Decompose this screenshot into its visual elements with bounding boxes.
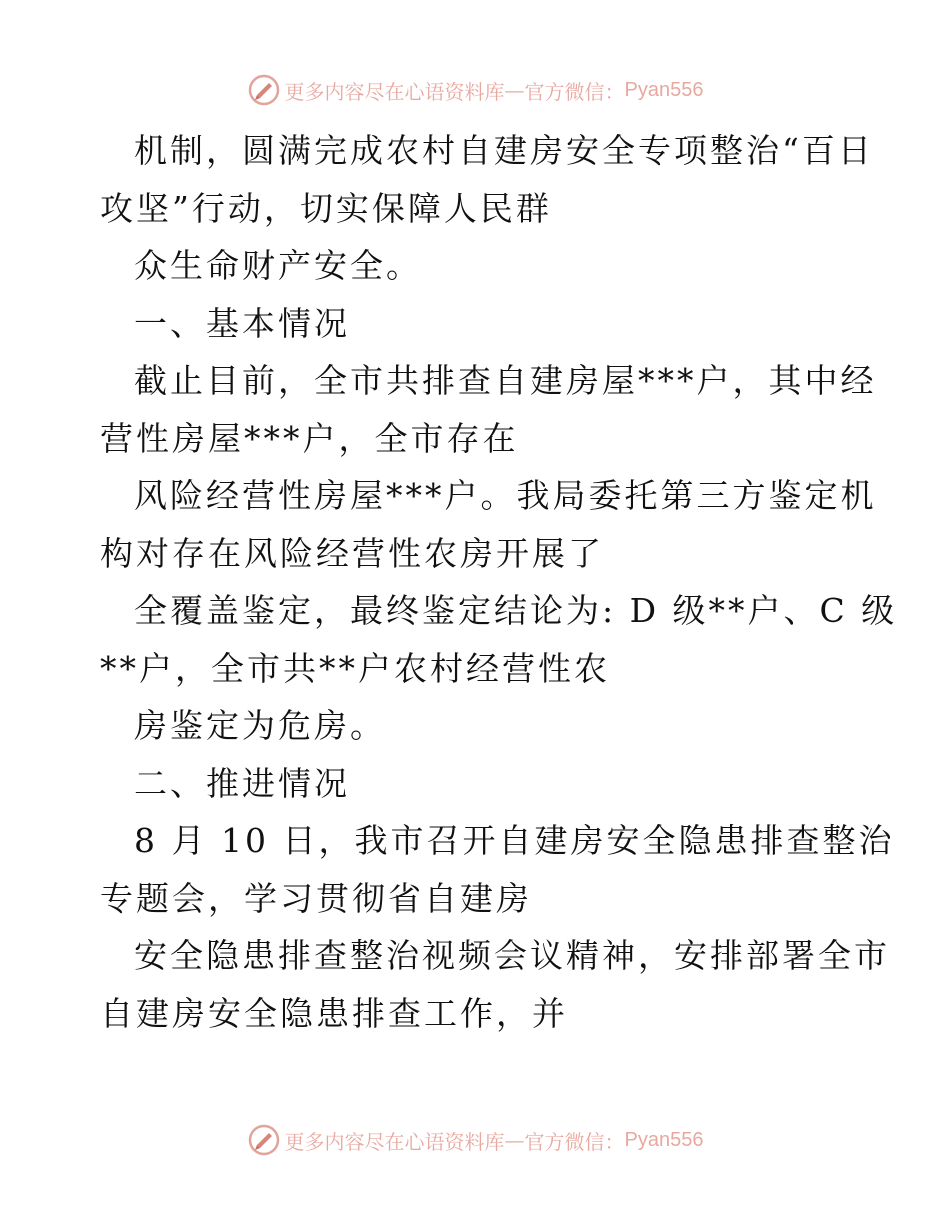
text-line: **户，全市共**户农村经营性农	[100, 648, 610, 688]
watermark-dash: —	[504, 78, 525, 102]
text-line: 构对存在风险经营性农房开展了	[100, 533, 604, 573]
section-heading: 二、推进情况	[134, 763, 350, 803]
text-line: 营性房屋***户，全市存在	[100, 418, 519, 458]
text-line: 截止目前，全市共排查自建房屋***户，其中经	[134, 361, 877, 400]
watermark-wechat-label: 官方微信：	[524, 1129, 625, 1154]
watermark-wechat-id: Pyan556	[624, 78, 704, 101]
logo-icon	[247, 1123, 281, 1157]
text-line: 专题会，学习贯彻省自建房	[100, 878, 532, 918]
text-line: 房鉴定为危房。	[134, 706, 386, 745]
text-line: 8 月 10 日，我市召开自建房安全隐患排查整治	[134, 821, 895, 860]
logo-icon	[247, 73, 281, 107]
watermark-wechat-id: Pyan556	[624, 1128, 704, 1151]
text-line: 众生命财产安全。	[134, 246, 422, 285]
text-line: 机制，圆满完成农村自建房安全专项整治“百日	[134, 131, 874, 170]
footer-watermark	[0, 1120, 950, 1160]
section-heading: 一、基本情况	[134, 303, 350, 343]
text-line: 风险经营性房屋***户。我局委托第三方鉴定机	[134, 476, 877, 515]
document-body	[100, 122, 898, 1042]
watermark-text: 更多内容尽在心语资料库	[284, 79, 505, 104]
watermark-wechat-label: 官方微信：	[524, 79, 625, 104]
text-line: 攻坚”行动，切实保障人民群	[100, 188, 552, 228]
header-watermark	[0, 70, 950, 110]
text-line: 自建房安全隐患排查工作，并	[100, 993, 568, 1033]
watermark-text: 更多内容尽在心语资料库	[284, 1129, 505, 1154]
text-line: 安全隐患排查整治视频会议精神，安排部署全市	[134, 936, 890, 975]
watermark-dash: —	[504, 1128, 525, 1152]
text-line: 全覆盖鉴定，最终鉴定结论为: D 级**户、C 级	[134, 591, 898, 630]
